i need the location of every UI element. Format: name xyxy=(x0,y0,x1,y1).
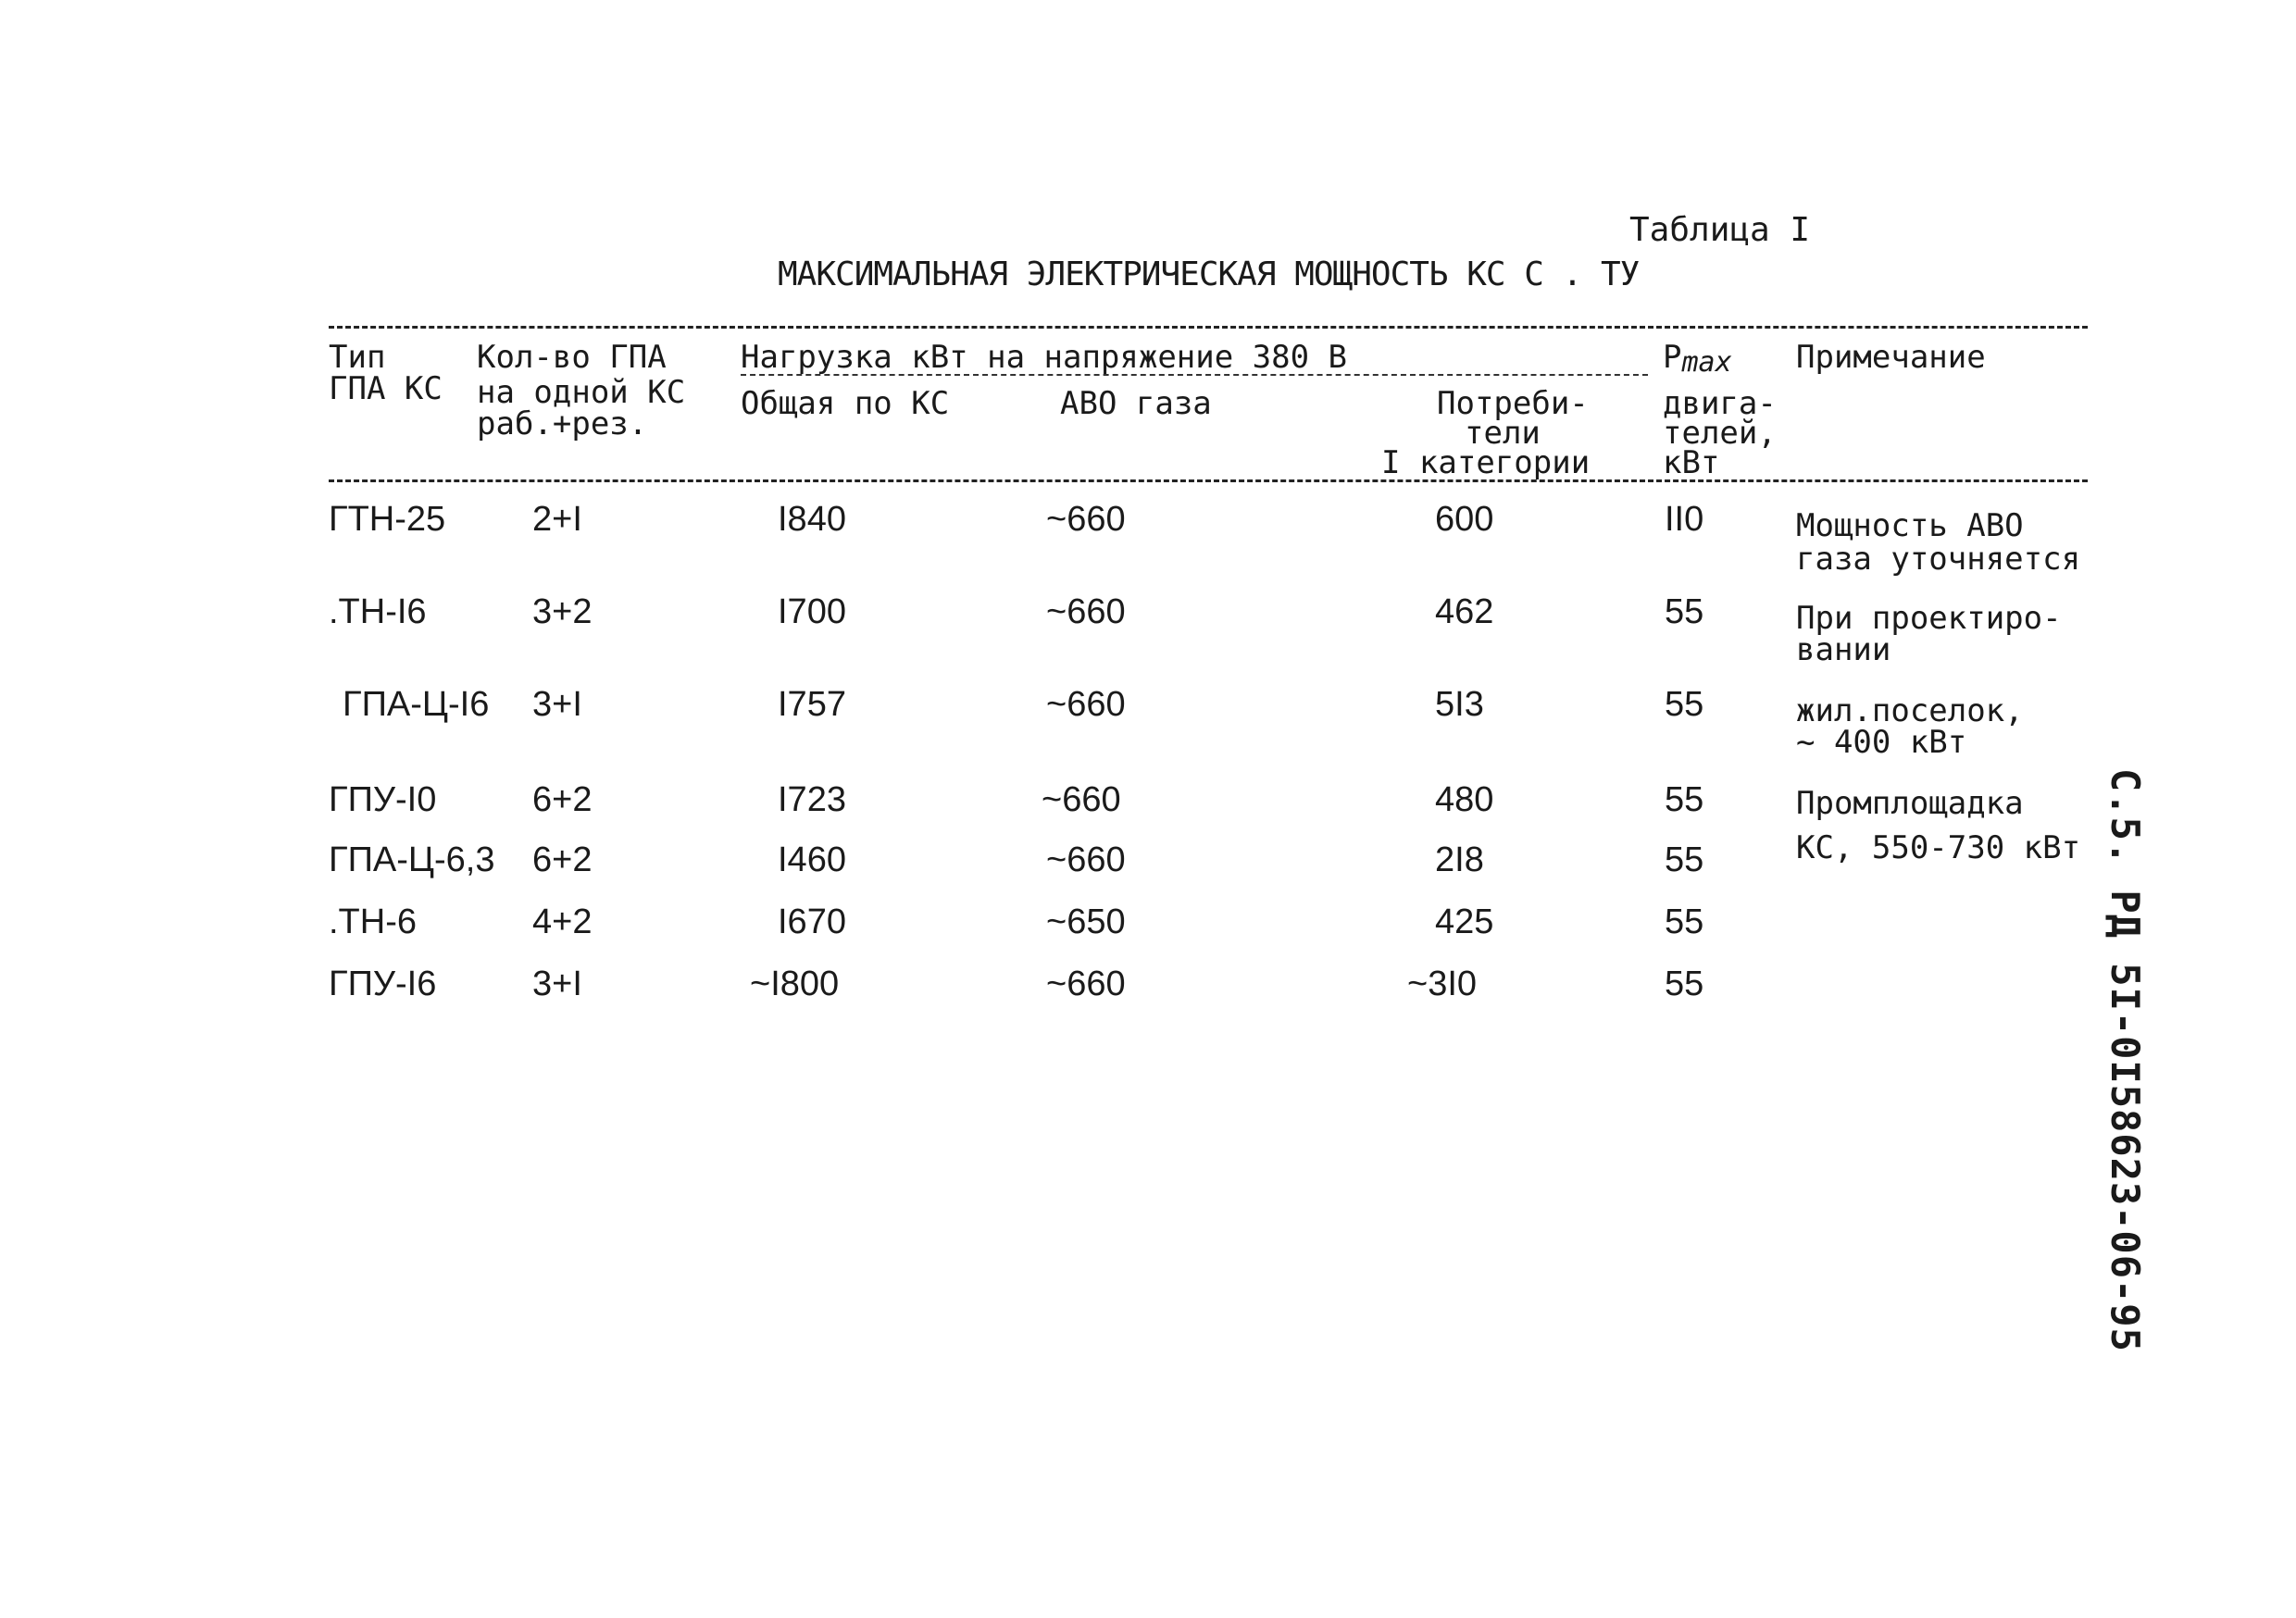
note-1-line-2: газа уточняется xyxy=(1796,541,2081,578)
header-consumers-2: тели xyxy=(1465,415,1541,452)
header-note: Примечание xyxy=(1796,339,1986,376)
header-total: Общая по КС xyxy=(741,385,950,422)
cell-count: 2+I xyxy=(532,500,582,539)
header-type-1: Тип xyxy=(329,339,386,376)
header-consumers-3: I категории xyxy=(1381,444,1591,481)
cell-avo: ~660 xyxy=(1046,965,1126,1003)
cell-type: ГПА-Ц-I6 xyxy=(343,685,490,724)
cell-total: I723 xyxy=(778,780,846,819)
header-type-2: ГПА КС xyxy=(329,370,443,407)
header-pmax-sub: max xyxy=(1681,346,1732,379)
cell-type: ГПУ-I6 xyxy=(329,965,437,1003)
cell-pmax: 55 xyxy=(1665,840,1704,879)
table-label: Таблица I xyxy=(1629,211,1811,249)
side-stamp: С.5. РД 5I-0I58623-06-95 xyxy=(2103,768,2148,1352)
cell-avo: ~660 xyxy=(1046,840,1126,879)
cell-consumers: 462 xyxy=(1435,592,1494,631)
note-2-line-1: При проектиро- xyxy=(1796,600,2062,637)
header-count-2: на одной КС xyxy=(477,374,686,411)
cell-consumers: 425 xyxy=(1435,902,1494,941)
note-3-line-1: жил.поселок, xyxy=(1796,692,2024,729)
header-load-group: Нагрузка кВт на напряжение 380 В xyxy=(741,339,1348,376)
cell-pmax: 55 xyxy=(1665,965,1704,1003)
load-group-rule xyxy=(741,374,1648,376)
cell-consumers: 5I3 xyxy=(1435,685,1484,724)
header-consumers-1: Потреби- xyxy=(1437,385,1589,422)
cell-avo: ~660 xyxy=(1046,685,1126,724)
cell-total: ~I800 xyxy=(750,965,840,1003)
header-pmax-2: двига- xyxy=(1663,385,1777,422)
cell-type: ГТН-25 xyxy=(329,500,446,539)
note-1-line-1: Мощность АВО xyxy=(1796,507,2024,544)
cell-pmax: 55 xyxy=(1665,685,1704,724)
cell-consumers: 600 xyxy=(1435,500,1494,539)
header-pmax xyxy=(1663,339,1732,379)
cell-count: 6+2 xyxy=(532,780,593,819)
cell-total: I840 xyxy=(778,500,846,539)
cell-count: 6+2 xyxy=(532,840,593,879)
cell-type: .ТН-I6 xyxy=(329,592,427,631)
cell-consumers: ~3I0 xyxy=(1407,965,1478,1003)
cell-count: 3+I xyxy=(532,965,582,1003)
cell-type: ГПА-Ц-6,3 xyxy=(329,840,495,879)
cell-avo: ~660 xyxy=(1042,780,1121,819)
top-rule xyxy=(329,326,2088,329)
cell-count: 3+I xyxy=(532,685,582,724)
note-4-line-1: Промплощадка xyxy=(1796,785,2024,822)
cell-count: 3+2 xyxy=(532,592,593,631)
cell-avo: ~650 xyxy=(1046,902,1126,941)
cell-total: I700 xyxy=(778,592,846,631)
note-3-line-2: ~ 400 кВт xyxy=(1796,724,1967,761)
cell-pmax: 55 xyxy=(1665,902,1704,941)
header-count-1: Кол-во ГПА xyxy=(477,339,667,376)
header-bottom-rule xyxy=(329,479,2088,482)
cell-consumers: 480 xyxy=(1435,780,1494,819)
header-avo: АВО газа xyxy=(1060,385,1212,422)
cell-pmax: 55 xyxy=(1665,780,1704,819)
cell-total: I757 xyxy=(778,685,846,724)
cell-pmax: II0 xyxy=(1665,500,1704,539)
cell-avo: ~660 xyxy=(1046,592,1126,631)
note-2-line-2: вании xyxy=(1796,631,1891,668)
table-title: МАКСИМАЛЬНАЯ ЭЛЕКТРИЧЕСКАЯ МОЩНОСТЬ КС С . ТУ xyxy=(778,255,1640,293)
header-pmax-4: кВт xyxy=(1663,444,1720,481)
cell-type: ГПУ-I0 xyxy=(329,780,437,819)
cell-pmax: 55 xyxy=(1665,592,1704,631)
header-pmax-3: телей, xyxy=(1663,415,1777,452)
cell-consumers: 2I8 xyxy=(1435,840,1484,879)
cell-type: .ТН-6 xyxy=(329,902,417,941)
cell-count: 4+2 xyxy=(532,902,593,941)
header-pmax-p: P xyxy=(1663,339,1682,376)
cell-total: I670 xyxy=(778,902,846,941)
note-4-line-2: КС, 550-730 кВт xyxy=(1796,829,2081,866)
cell-total: I460 xyxy=(778,840,846,879)
cell-avo: ~660 xyxy=(1046,500,1126,539)
header-count-3: раб.+рез. xyxy=(477,405,648,442)
